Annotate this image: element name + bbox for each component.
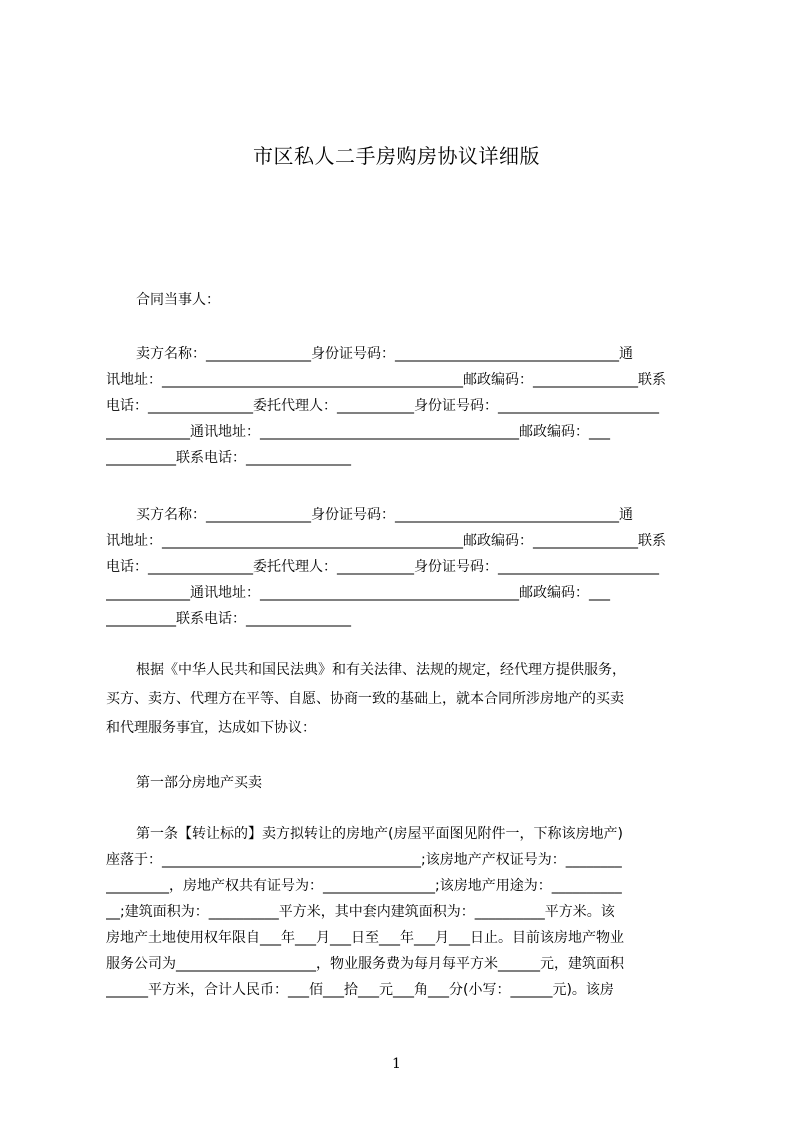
seller-line-5: __________联系电话：_______________ <box>106 450 351 466</box>
article1-line-3: _________，房地产权共有证号为：________________;该房地产用途为：__________ <box>106 878 622 894</box>
preamble-line-1: 根据《中华人民共和国民法典》和有关法律、法规的规定，经代理方提供服务， <box>136 662 626 678</box>
article1-line-7: ______平方米，合计人民币：___佰___拾___元___角___分(小写：______元)。该房 <box>106 982 614 998</box>
seller-line-3: 电话：_______________委托代理人：___________身份证号码：_______________________ <box>106 398 659 414</box>
seller-line-2: 讯地址：___________________________________________邮政编码：_______________联系 <box>106 372 666 388</box>
page-number: 1 <box>392 1056 401 1072</box>
article1-line-2: 座落于：_____________________________________;该房地产产权证号为：________ <box>106 852 622 868</box>
seller-line-4: ____________通讯地址：_____________________________________邮政编码：___ <box>106 424 610 440</box>
buyer-line-1: 买方名称：_______________身份证号码：________________________________通 <box>136 507 633 523</box>
preamble-line-2: 买方、卖方、代理方在平等、自愿、协商一致的基础上，就本合同所涉房地产的买卖 <box>106 691 624 707</box>
buyer-line-4: ____________通讯地址：_____________________________________邮政编码：___ <box>106 585 610 601</box>
seller-line-1: 卖方名称：_______________身份证号码：________________________________通 <box>136 346 633 362</box>
buyer-line-2: 讯地址：___________________________________________邮政编码：_______________联系 <box>106 533 666 549</box>
article1-line-6: 服务公司为____________________，物业服务费为每月每平方米______元，建筑面积 <box>106 956 624 972</box>
article1-line-5: 房地产土地使用权年限自___年___月___日至___年___月___日止。目前该房地产物业 <box>106 930 624 946</box>
buyer-line-5: __________联系电话：_______________ <box>106 611 351 627</box>
document-title: 市区私人二手房购房协议详细版 <box>253 144 540 168</box>
article1-line-4: __;建筑面积为：__________平方米，其中套内建筑面积为：__________平方米。该 <box>106 904 615 920</box>
preamble-line-3: 和代理服务事宜，达成如下协议： <box>106 720 316 736</box>
buyer-line-3: 电话：_______________委托代理人：___________身份证号码：_______________________ <box>106 559 659 575</box>
part1-heading: 第一部分房地产买卖 <box>136 775 262 791</box>
article1-line-1: 第一条【转让标的】卖方拟转让的房地产(房屋平面图见附件一，下称该房地产) <box>136 826 623 842</box>
parties-heading: 合同当事人： <box>136 292 220 308</box>
